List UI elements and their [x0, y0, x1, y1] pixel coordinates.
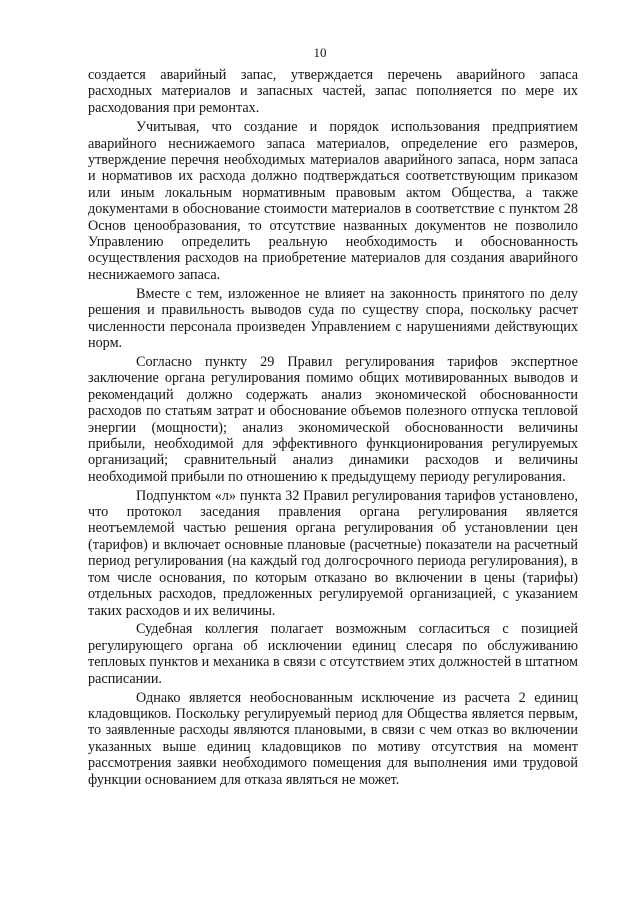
paragraph-continued: создается аварийный запас, утверждается перечень аварийного запаса расходных материалов и запасных частей, запас пополняется по мере их расходования при ремонтах. [88, 67, 578, 116]
paragraph-staff-calculation: Вместе с тем, изложенное не влияет на законность принятого по делу решения и правильность выводов суда по существу спора, поскольку расчет численности персонала произведен Управлением с нарушениями действующих норм. [88, 285, 578, 351]
page-number: 10 [313, 45, 327, 60]
paragraph-rule-29: Согласно пункту 29 Правил регулирования тарифов экспертное заключение органа регулирования помимо общих мотивированных выводов и рекомендаций должно содержать анализ экономической обоснованности расходов по статьям затрат и обоснование объемов полезного отпуска тепловой энергии (мощности); анализ экономической обоснованности величины прибыли, необходимой для эффективного функционирования регулируемых организаций; сравнительный анализ динамики расходов и величины необходимой прибыли по отношению к предыдущему периоду регулирования. [88, 353, 578, 485]
paragraph-rule-32: Подпунктом «л» пункта 32 Правил регулирования тарифов установлено, что протокол заседания правления органа регулирования является неотъемлемой частью решения органа регулирования об установлении цен (тарифов) и включает основные плановые (расчетные) показатели на расчетный период регулирования (на каждый год долгосрочного периода регулирования), в том числе основания, по которым отказано во включении в цены (тарифы) отдельных расходов, предложенных регулируемой организацией, с указанием таких расходов и их величины. [88, 487, 578, 619]
document-body [88, 67, 578, 790]
paragraph-storekeepers: Однако является необоснованным исключение из расчета 2 единиц кладовщиков. Поскольку регулируемый период для Общества является первым, то заявленные расходы являются плановыми, в связи с чем отказ во включении указанных выше единиц кладовщиков по мотиву отсутствия на момент рассмотрения заявки необходимого помещения для выполнения ими трудовой функции основанием для отказа являться не может. [88, 689, 578, 788]
paragraph-collegium-position: Судебная коллегия полагает возможным согласиться с позицией регулирующего органа об исключении единиц слесаря по обслуживанию тепловых пунктов и механика в связи с отсутствием этих должностей в штатном расписании. [88, 621, 578, 687]
paragraph-emergency-stock: Учитывая, что создание и порядок использования предприятием аварийного неснижаемого запаса материалов, определение его размеров, утверждение перечня необходимых материалов аварийного запаса, норм запаса и нормативов их расхода должно подтверждаться соответствующим приказом или иным локальным нормативным правовым актом Общества, а также документами в обоснование стоимости материалов в соответствие с пунктом 28 Основ ценообразования, то отсутствие названных документов не позволило Управлению определить реальную необходимость и обоснованность осуществления расходов на приобретение материалов для создания аварийного неснижаемого запаса. [88, 119, 578, 283]
